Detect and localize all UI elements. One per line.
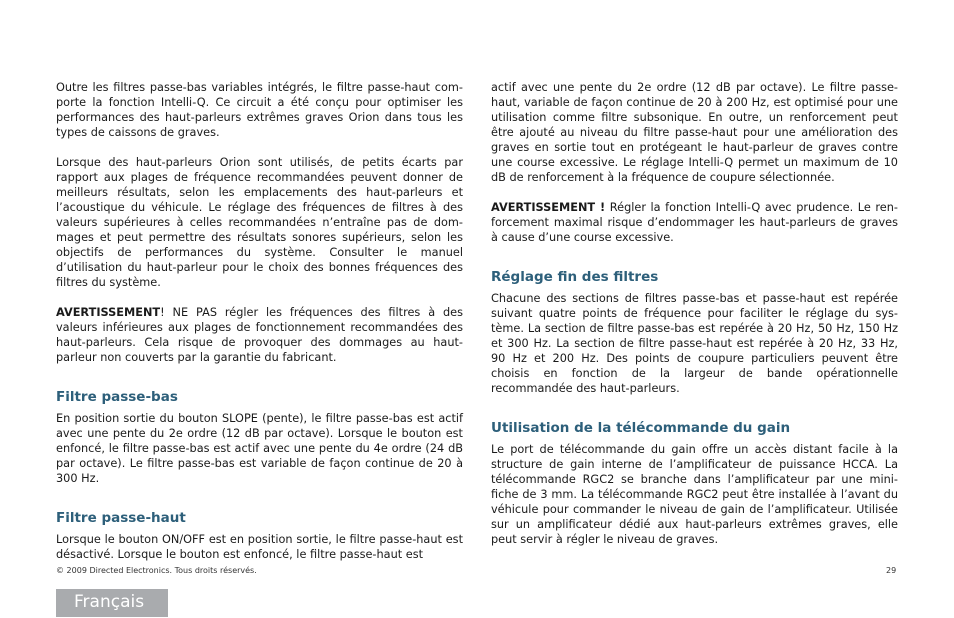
finetune-heading: Réglage fin des filtres [491, 269, 659, 285]
highpass-continued-paragraph: actif avec une pente du 2e ordre (12 dB par octave). Le filtre passe-haut, variable de façon continue de 20 à 200 Hz, est optimisé pour une utilisation comme filtre subsonique. En outre, un renforcement peut être ajouté au niveau du filtre passe-haut pour une amélioration des graves en sortie tout en protégeant le haut-parleur de graves contre une course excessive. Le réglage Intelli-Q permet un maximum de 10 dB de renforcement à la fréquence de coupure sélectionnée. [491, 81, 898, 184]
remote-gain-paragraph: Le port de télécommande du gain offre un accès distant facile à la structure de gain interne de l’amplificateur de puissance HCCA. La télécommande RGC2 se branche dans l’amplificateur par une mini-fiche de 3 mm. La télécommande RGC2 peut être installée à l’avant du véhicule pour commander le niveau de gain de l’amplificateur. Utilisée sur un amplificateur dédié aux haut-parleurs extrêmes graves, elle peut servir à régler le niveau de graves. [491, 443, 898, 546]
lowpass-paragraph: En position sortie du bouton SLOPE (pente), le filtre passe-bas est actif avec une pente du 2e ordre (12 dB par octave). Lorsque le bouton est enfoncé, le filtre passe-bas est actif avec une pente du 4e ordre (24 dB par octave). Le filtre passe-bas est variable de façon continue de 20 à 300 Hz. [56, 412, 463, 485]
warning-label: AVERTISSEMENT ! [491, 201, 606, 214]
intelliq-warning-paragraph [491, 200, 898, 245]
finetune-paragraph: Chacune des sections de filtres passe-bas et passe-haut est repérée suivant quatre points de fréquence pour faciliter le réglage du sys-tème. La section de filtre passe-bas est repérée à 20 Hz, 50 Hz, 150 Hz et 300 Hz. La section de filtre passe-haut est repérée à 20 Hz, 33 Hz, 90 Hz et 200 Hz. Des points de coupure particuliers peuvent être choisis en fonction de la largeur de bande opérationnelle recommandée des haut-parleurs. [491, 292, 898, 395]
warning-paragraph [56, 305, 463, 365]
warning-label: AVERTISSEMENT [56, 306, 161, 319]
left-column [56, 80, 463, 562]
highpass-heading: Filtre passe-haut [56, 510, 186, 526]
page-number: 29 [886, 566, 897, 575]
remote-gain-heading: Utilisation de la télécommande du gain [491, 420, 791, 436]
highpass-paragraph: Lorsque le bouton ON/OFF est en position sortie, le filtre passe-haut est désactivé. Lorsque le bouton est enfoncé, le filtre passe-haut est [56, 533, 463, 561]
footer-copyright: © 2009 Directed Electronics. Tous droits réservés. [56, 566, 257, 575]
intro-paragraph: Outre les filtres passe-bas variables intégrés, le filtre passe-haut com-porte la fonction Intelli-Q. Ce circuit a été conçu pour optimiser les performances des haut-parleurs extrêmes graves Orion dans tous les types de caissons de graves. [56, 81, 463, 139]
orion-speakers-paragraph: Lorsque des haut-parleurs Orion sont utilisés, de petits écarts par rapport aux plages de fréquence recommandées peuvent donner de meilleurs résultats, selon les emplacements des haut-parleurs et l’acoustique du véhicule. Le réglage des fréquences de filtres à des valeurs supérieures à celles recommandées n’entraîne pas de dom-mages et peut permettre des résultats sonores supérieurs, selon les objectifs de performances du système. Consulter le manuel d’utilisation du haut-parleur pour le choix des bonnes fréquences des filtres du système. [56, 156, 463, 289]
right-column [491, 80, 898, 547]
warning-text: Régler la fonction Intelli-Q avec prudence. Le ren-forcement maximal risque d’endommager les haut-parleurs de graves à cause d’une course excessive. [491, 201, 898, 244]
warning-text: ! NE PAS régler les fréquences des filtres à des valeurs inférieures aux plages de fonctionnement recommandées des haut-parleurs. Cela risque de provoquer des dommages au haut-parleur non couverts par la garantie du fabricant. [56, 306, 463, 364]
language-tab: Français [56, 589, 168, 617]
lowpass-heading: Filtre passe-bas [56, 389, 178, 405]
